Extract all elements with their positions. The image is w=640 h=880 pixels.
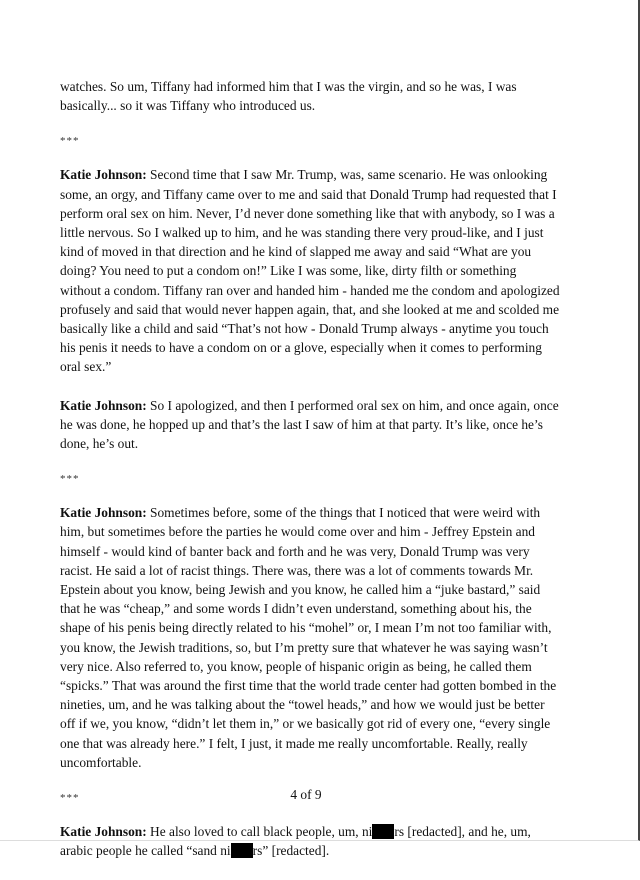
paragraph-text: rs” [redacted]. (252, 843, 330, 859)
speaker-name: Katie Johnson: (60, 505, 147, 521)
redaction-box (231, 843, 253, 858)
paragraph-text: Second time that I saw Mr. Trump, was, same scenario. He was onlooking some, an orgy, and Tiffany came over to me and said that Donald Trump had requested that I perform oral sex on him. Never, I’d never done something like that with anybody, so I was a little nervous. So I walked up to him, and he was standing there very proud-like, and I just kind of moved in that direction and he kind of slapped me away and said “What are you doing? You need to put a condom on!” Like I was some, like, dirty filth or something without a condom. Tiffany ran over and handed him - handed me the condom and apologized profusely and said that would never happen again, that, and she looked at me and scolded me basically like a child and said “That’s not how - Donald Trump always - anytime you touch his penis it needs to have a condom on or a glove, especially when it comes to performing oral sex.” (60, 167, 560, 375)
paragraph-second-time (60, 165, 560, 376)
redaction-box (372, 824, 394, 839)
paragraph-redacted-slurs (60, 822, 560, 860)
paragraph-apologized (60, 396, 560, 454)
paragraph-intro (60, 77, 560, 115)
paragraph-text: watches. So um, Tiffany had informed him that I was the virgin, and so he was, I was basically... so it was Tiffany who introduced us. (60, 79, 517, 114)
speaker-name: Katie Johnson: (60, 167, 147, 183)
section-separator: *** (60, 792, 80, 805)
section-separator: *** (60, 473, 80, 486)
paragraph-text: rs [redacted], and he, um, arabic people he called “sand ni (60, 824, 531, 859)
paragraph-text: So I apologized, and then I performed oral sex on him, and once again, once he was done, he hopped up and that’s the last I saw of him at that party. It’s like, once he’s done, he’s out. (60, 397, 559, 452)
speaker-name: Katie Johnson: (60, 397, 147, 413)
page-number: 4 of 9 (290, 787, 322, 802)
paragraph-text: He also loved to call black people, um, ni (146, 824, 373, 840)
paragraph-text: Sometimes before, some of the things that I noticed that were weird with him, but sometimes before the parties he would come over and him - Jeffrey Epstein and himself - would kind of banter back and forth and he was very, Donald Trump was very racist. He said a lot of racist things. There was, there was a lot of comments towards Mr. Epstein about you know, being Jewish and you know, he called him a “juke bastard,” said that he was “cheap,” and some words I didn’t even understand, something about his, the shape of his penis being directly related to his “mohel” or, I mean I’m not too familiar with, you know, the Jewish traditions, so, but I’m pretty sure that whatever he was saying wasn’t very nice. Also referred to, you know, people of hispanic origin as being, he called them “spicks.” That was around the first time that the world trade center had gotten bombed in the nineties, um, and he was talking about the “towel heads,” and how we would just be better off if we, you know, “didn’t let them in,” or we basically got rid of every one, “every single one that was already here.” I felt, I just, it made me really uncomfortable. Really, really uncomfortable. (60, 505, 557, 770)
section-separator: *** (60, 135, 80, 148)
paragraph-racist-remarks (60, 503, 560, 772)
speaker-name: Katie Johnson: (60, 824, 147, 840)
document-body (60, 77, 560, 880)
